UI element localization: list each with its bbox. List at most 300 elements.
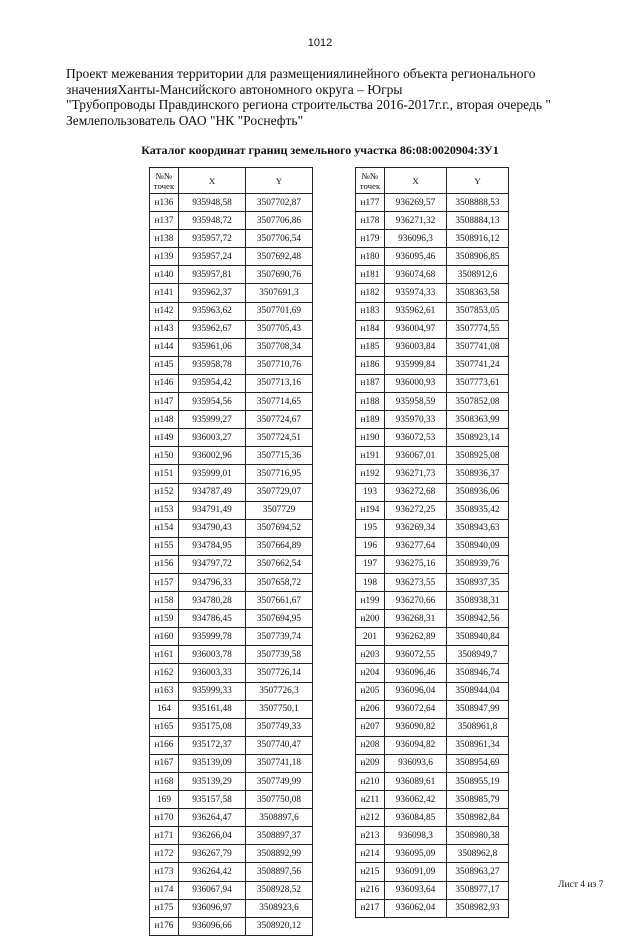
- x-coordinate-cell: 936090,82: [385, 718, 447, 736]
- point-number-cell: н152: [150, 483, 179, 501]
- point-number-cell: н155: [150, 537, 179, 555]
- y-coordinate-cell: 3507852,08: [447, 393, 509, 411]
- y-coordinate-cell: 3508943,63: [447, 519, 509, 537]
- y-coordinate-cell: 3507706,54: [246, 230, 313, 248]
- y-coordinate-cell: 3508897,56: [246, 863, 313, 881]
- table-row: [150, 248, 313, 266]
- point-number-cell: н159: [150, 610, 179, 628]
- x-coordinate-cell: 936093,64: [385, 881, 447, 899]
- table-row: [356, 194, 509, 212]
- point-number-header: [356, 168, 385, 194]
- x-coordinate-cell: 935962,37: [179, 284, 246, 302]
- x-coordinate-cell: 935999,78: [179, 628, 246, 646]
- point-number-cell: н162: [150, 664, 179, 682]
- table-row: [150, 302, 313, 320]
- x-coordinate-cell: 936267,79: [179, 845, 246, 863]
- x-coordinate-cell: 936264,42: [179, 863, 246, 881]
- y-coordinate-cell: 3507741,08: [447, 338, 509, 356]
- table-row: [356, 447, 509, 465]
- y-coordinate-cell: 3508935,42: [447, 501, 509, 519]
- y-coordinate-cell: 3507774,55: [447, 320, 509, 338]
- x-coordinate-cell: 935957,81: [179, 266, 246, 284]
- coordinates-table-right: [355, 167, 509, 918]
- y-coordinate-cell: 3508892,99: [246, 845, 313, 863]
- point-number-cell: 195: [356, 519, 385, 537]
- table-row: [356, 827, 509, 845]
- table-row: [356, 411, 509, 429]
- table-row: [150, 374, 313, 392]
- table-row: [356, 899, 509, 917]
- y-coordinate-cell: 3508944,04: [447, 682, 509, 700]
- x-header: X: [385, 168, 447, 194]
- point-number-cell: н150: [150, 447, 179, 465]
- x-coordinate-cell: 934780,28: [179, 592, 246, 610]
- point-number-cell: н212: [356, 809, 385, 827]
- point-number-cell: н188: [356, 393, 385, 411]
- table-row: [150, 555, 313, 573]
- x-coordinate-cell: 934797,72: [179, 555, 246, 573]
- x-coordinate-cell: 934787,49: [179, 483, 246, 501]
- y-coordinate-cell: 3507694,95: [246, 610, 313, 628]
- point-number-cell: 193: [356, 483, 385, 501]
- y-coordinate-cell: 3507726,3: [246, 682, 313, 700]
- point-number-cell: н148: [150, 411, 179, 429]
- point-number-cell: н182: [356, 284, 385, 302]
- point-number-cell: 169: [150, 791, 179, 809]
- x-coordinate-cell: 935958,78: [179, 356, 246, 374]
- point-number-cell: н216: [356, 881, 385, 899]
- point-number-cell: н213: [356, 827, 385, 845]
- point-number-cell: н165: [150, 718, 179, 736]
- x-coordinate-cell: 936067,94: [179, 881, 246, 899]
- table-row: [356, 393, 509, 411]
- point-number-cell: н168: [150, 773, 179, 791]
- table-header-row: [150, 168, 313, 194]
- point-number-cell: н158: [150, 592, 179, 610]
- document-header: [66, 66, 626, 128]
- point-number-cell: н153: [150, 501, 179, 519]
- table-row: [150, 393, 313, 411]
- table-row: [356, 573, 509, 591]
- table-row: [150, 809, 313, 827]
- x-coordinate-cell: 935970,33: [385, 411, 447, 429]
- table-row: [150, 845, 313, 863]
- point-number-cell: н156: [150, 555, 179, 573]
- point-number-cell: н167: [150, 754, 179, 772]
- y-coordinate-cell: 3508961,8: [447, 718, 509, 736]
- y-coordinate-cell: 3507661,67: [246, 592, 313, 610]
- table-row: [356, 284, 509, 302]
- y-coordinate-cell: 3507724,51: [246, 429, 313, 447]
- point-number-header-line2: точек: [359, 180, 381, 191]
- point-number-cell: н208: [356, 736, 385, 754]
- x-coordinate-cell: 936096,46: [385, 664, 447, 682]
- point-number-cell: н154: [150, 519, 179, 537]
- y-coordinate-cell: 3507749,99: [246, 773, 313, 791]
- header-line-1: Проект межевания территории для размещениялинейного объекта регионального: [66, 66, 536, 81]
- table-row: [150, 646, 313, 664]
- header-line-4: Землепользователь ОАО "НК "Роснефть": [66, 112, 304, 128]
- point-number-cell: н194: [356, 501, 385, 519]
- table-row: [356, 700, 509, 718]
- page-number: 1012: [307, 37, 333, 49]
- table-row: [356, 248, 509, 266]
- x-coordinate-cell: 936072,64: [385, 700, 447, 718]
- x-coordinate-cell: 935948,72: [179, 212, 246, 230]
- point-number-cell: н204: [356, 664, 385, 682]
- x-coordinate-cell: 936096,97: [179, 899, 246, 917]
- y-coordinate-cell: 3507773,61: [447, 374, 509, 392]
- y-coordinate-cell: 3507706,86: [246, 212, 313, 230]
- point-number-cell: н209: [356, 754, 385, 772]
- x-coordinate-cell: 935172,37: [179, 736, 246, 754]
- x-coordinate-cell: 936262,89: [385, 628, 447, 646]
- x-coordinate-cell: 936091,09: [385, 863, 447, 881]
- table-row: [356, 682, 509, 700]
- point-number-cell: н146: [150, 374, 179, 392]
- point-number-cell: н157: [150, 573, 179, 591]
- y-coordinate-cell: 3507716,95: [246, 465, 313, 483]
- table-row: [150, 537, 313, 555]
- table-header-row: [356, 168, 509, 194]
- x-coordinate-cell: 935999,33: [179, 682, 246, 700]
- y-coordinate-cell: 3507749,33: [246, 718, 313, 736]
- table-row: [356, 483, 509, 501]
- x-coordinate-cell: 936003,78: [179, 646, 246, 664]
- x-coordinate-cell: 936003,33: [179, 664, 246, 682]
- point-number-cell: н161: [150, 646, 179, 664]
- point-number-cell: н171: [150, 827, 179, 845]
- y-coordinate-cell: 3508923,6: [246, 899, 313, 917]
- table-row: [356, 646, 509, 664]
- y-coordinate-cell: 3508884,13: [447, 212, 509, 230]
- x-coordinate-cell: 936002,96: [179, 447, 246, 465]
- point-number-cell: н176: [150, 917, 179, 935]
- y-coordinate-cell: 3508961,34: [447, 736, 509, 754]
- table-row: [356, 266, 509, 284]
- point-number-cell: н136: [150, 194, 179, 212]
- x-coordinate-cell: 936266,04: [179, 827, 246, 845]
- x-coordinate-cell: 936072,55: [385, 646, 447, 664]
- point-number-cell: н175: [150, 899, 179, 917]
- point-number-cell: н190: [356, 429, 385, 447]
- point-number-header-line1: №№: [361, 170, 379, 181]
- point-number-cell: н147: [150, 393, 179, 411]
- x-coordinate-cell: 935961,06: [179, 338, 246, 356]
- table-row: [356, 537, 509, 555]
- point-number-cell: н173: [150, 863, 179, 881]
- table-row: [356, 845, 509, 863]
- y-coordinate-cell: 3507664,89: [246, 537, 313, 555]
- table-row: [356, 809, 509, 827]
- table-row: [356, 736, 509, 754]
- header-line-2: значенияХанты-Мансийского автономного округа – Югры: [66, 81, 403, 97]
- y-coordinate-cell: 3508942,56: [447, 610, 509, 628]
- y-coordinate-cell: 3507750,1: [246, 700, 313, 718]
- x-coordinate-cell: 934784,95: [179, 537, 246, 555]
- table-row: [150, 736, 313, 754]
- point-number-cell: н206: [356, 700, 385, 718]
- y-coordinate-cell: 3508985,79: [447, 791, 509, 809]
- table-row: [150, 682, 313, 700]
- point-number-cell: н199: [356, 592, 385, 610]
- table-row: [150, 266, 313, 284]
- point-number-cell: н181: [356, 266, 385, 284]
- x-coordinate-cell: 936095,09: [385, 845, 447, 863]
- x-coordinate-cell: 936096,04: [385, 682, 447, 700]
- x-coordinate-cell: 935157,58: [179, 791, 246, 809]
- x-coordinate-cell: 936271,32: [385, 212, 447, 230]
- y-coordinate-cell: 3507750,08: [246, 791, 313, 809]
- table-row: [356, 610, 509, 628]
- y-coordinate-cell: 3508928,52: [246, 881, 313, 899]
- y-coordinate-cell: 3507741,24: [447, 356, 509, 374]
- point-number-cell: н185: [356, 338, 385, 356]
- point-number-header: [150, 168, 179, 194]
- table-row: [150, 610, 313, 628]
- y-coordinate-cell: 3508888,53: [447, 194, 509, 212]
- point-number-cell: н210: [356, 773, 385, 791]
- y-coordinate-cell: 3507694,52: [246, 519, 313, 537]
- point-number-cell: н203: [356, 646, 385, 664]
- y-coordinate-cell: 3507702,87: [246, 194, 313, 212]
- table-row: [356, 212, 509, 230]
- point-number-cell: н174: [150, 881, 179, 899]
- y-coordinate-cell: 3507729,07: [246, 483, 313, 501]
- x-coordinate-cell: 935974,33: [385, 284, 447, 302]
- point-number-cell: н215: [356, 863, 385, 881]
- y-coordinate-cell: 3507726,14: [246, 664, 313, 682]
- x-coordinate-cell: 936067,01: [385, 447, 447, 465]
- x-coordinate-cell: 934786,45: [179, 610, 246, 628]
- x-coordinate-cell: 936272,25: [385, 501, 447, 519]
- x-coordinate-cell: 936270,66: [385, 592, 447, 610]
- table-row: [150, 827, 313, 845]
- table-row: [150, 465, 313, 483]
- point-number-cell: н191: [356, 447, 385, 465]
- x-coordinate-cell: 934796,33: [179, 573, 246, 591]
- point-number-cell: н145: [150, 356, 179, 374]
- x-coordinate-cell: 935957,24: [179, 248, 246, 266]
- y-coordinate-cell: 3508936,06: [447, 483, 509, 501]
- table-row: [150, 899, 313, 917]
- table-row: [356, 791, 509, 809]
- point-number-cell: н143: [150, 320, 179, 338]
- point-number-cell: н166: [150, 736, 179, 754]
- point-number-cell: н138: [150, 230, 179, 248]
- sheet-footer: Лист 4 из 7: [558, 880, 604, 890]
- table-row: [150, 447, 313, 465]
- table-row: [356, 374, 509, 392]
- y-coordinate-cell: 3507691,3: [246, 284, 313, 302]
- point-number-cell: н163: [150, 682, 179, 700]
- y-coordinate-cell: 3507739,58: [246, 646, 313, 664]
- x-coordinate-cell: 935954,56: [179, 393, 246, 411]
- x-header: X: [179, 168, 246, 194]
- x-coordinate-cell: 935999,01: [179, 465, 246, 483]
- table-row: [356, 754, 509, 772]
- y-coordinate-cell: 3508937,35: [447, 573, 509, 591]
- y-coordinate-cell: 3508962,8: [447, 845, 509, 863]
- x-coordinate-cell: 935139,29: [179, 773, 246, 791]
- y-coordinate-cell: 3508954,69: [447, 754, 509, 772]
- y-coordinate-cell: 3507690,76: [246, 266, 313, 284]
- x-coordinate-cell: 936074,68: [385, 266, 447, 284]
- y-coordinate-cell: 3508982,84: [447, 809, 509, 827]
- table-row: [150, 791, 313, 809]
- point-number-cell: н139: [150, 248, 179, 266]
- table-row: [356, 863, 509, 881]
- x-coordinate-cell: 936089,61: [385, 773, 447, 791]
- table-row: [356, 555, 509, 573]
- y-coordinate-cell: 3507714,65: [246, 393, 313, 411]
- x-coordinate-cell: 936269,34: [385, 519, 447, 537]
- x-coordinate-cell: 936062,42: [385, 791, 447, 809]
- y-coordinate-cell: 3508939,76: [447, 555, 509, 573]
- point-number-cell: н137: [150, 212, 179, 230]
- x-coordinate-cell: 935963,62: [179, 302, 246, 320]
- point-number-cell: н214: [356, 845, 385, 863]
- x-coordinate-cell: 934790,43: [179, 519, 246, 537]
- table-row: [150, 501, 313, 519]
- x-coordinate-cell: 936000,93: [385, 374, 447, 392]
- x-coordinate-cell: 936003,84: [385, 338, 447, 356]
- y-coordinate-cell: 3508363,58: [447, 284, 509, 302]
- x-coordinate-cell: 935958,59: [385, 393, 447, 411]
- y-coordinate-cell: 3507853,05: [447, 302, 509, 320]
- x-coordinate-cell: 936096,66: [179, 917, 246, 935]
- table-row: [150, 356, 313, 374]
- x-coordinate-cell: 936269,57: [385, 194, 447, 212]
- x-coordinate-cell: 934791,49: [179, 501, 246, 519]
- y-coordinate-cell: 3507729: [246, 501, 313, 519]
- table-row: [356, 501, 509, 519]
- y-coordinate-cell: 3507741,18: [246, 754, 313, 772]
- point-number-cell: н141: [150, 284, 179, 302]
- table-row: [150, 664, 313, 682]
- table-row: [356, 881, 509, 899]
- table-row: [356, 664, 509, 682]
- point-number-cell: н184: [356, 320, 385, 338]
- point-number-header-line2: точек: [153, 180, 175, 191]
- x-coordinate-cell: 936084,85: [385, 809, 447, 827]
- table-row: [150, 519, 313, 537]
- x-coordinate-cell: 936272,68: [385, 483, 447, 501]
- table-row: [356, 718, 509, 736]
- y-header: Y: [447, 168, 509, 194]
- point-number-cell: 164: [150, 700, 179, 718]
- point-number-cell: н142: [150, 302, 179, 320]
- y-coordinate-cell: 3507724,67: [246, 411, 313, 429]
- x-coordinate-cell: 935161,48: [179, 700, 246, 718]
- y-coordinate-cell: 3508940,84: [447, 628, 509, 646]
- y-coordinate-cell: 3507708,34: [246, 338, 313, 356]
- point-number-cell: н186: [356, 356, 385, 374]
- point-number-cell: н180: [356, 248, 385, 266]
- point-number-cell: н217: [356, 899, 385, 917]
- x-coordinate-cell: 936271,73: [385, 465, 447, 483]
- point-number-cell: н183: [356, 302, 385, 320]
- table-row: [150, 573, 313, 591]
- y-coordinate-cell: 3508906,85: [447, 248, 509, 266]
- point-number-cell: н179: [356, 230, 385, 248]
- point-number-cell: 197: [356, 555, 385, 573]
- table-row: [150, 592, 313, 610]
- x-coordinate-cell: 935175,08: [179, 718, 246, 736]
- x-coordinate-cell: 936093,6: [385, 754, 447, 772]
- x-coordinate-cell: 935999,84: [385, 356, 447, 374]
- x-coordinate-cell: 936275,16: [385, 555, 447, 573]
- table-row: [356, 628, 509, 646]
- x-coordinate-cell: 936003,27: [179, 429, 246, 447]
- x-coordinate-cell: 935139,09: [179, 754, 246, 772]
- catalog-title: Каталог координат границ земельного участка 86:08:0020904:ЗУ1: [141, 143, 499, 157]
- y-coordinate-cell: 3508923,14: [447, 429, 509, 447]
- point-number-cell: н140: [150, 266, 179, 284]
- table-row: [356, 592, 509, 610]
- y-coordinate-cell: 3508955,19: [447, 773, 509, 791]
- table-row: [150, 773, 313, 791]
- table-row: [150, 881, 313, 899]
- y-coordinate-cell: 3508946,74: [447, 664, 509, 682]
- table-row: [150, 628, 313, 646]
- y-coordinate-cell: 3508920,12: [246, 917, 313, 935]
- table-row: [356, 465, 509, 483]
- x-coordinate-cell: 935962,61: [385, 302, 447, 320]
- table-row: [150, 483, 313, 501]
- table-row: [150, 194, 313, 212]
- y-coordinate-cell: 3508938,31: [447, 592, 509, 610]
- table-row: [150, 754, 313, 772]
- table-row: [356, 230, 509, 248]
- x-coordinate-cell: 935962,67: [179, 320, 246, 338]
- point-number-cell: н192: [356, 465, 385, 483]
- x-coordinate-cell: 936277,64: [385, 537, 447, 555]
- point-number-header-line1: №№: [155, 170, 173, 181]
- y-coordinate-cell: 3508963,27: [447, 863, 509, 881]
- y-coordinate-cell: 3507739,74: [246, 628, 313, 646]
- y-coordinate-cell: 3507705,43: [246, 320, 313, 338]
- x-coordinate-cell: 935957,72: [179, 230, 246, 248]
- x-coordinate-cell: 936268,31: [385, 610, 447, 628]
- table-row: [356, 320, 509, 338]
- table-row: [150, 230, 313, 248]
- y-coordinate-cell: 3507662,54: [246, 555, 313, 573]
- table-row: [150, 320, 313, 338]
- table-row: [150, 700, 313, 718]
- point-number-cell: н205: [356, 682, 385, 700]
- y-coordinate-cell: 3507715,36: [246, 447, 313, 465]
- point-number-cell: 198: [356, 573, 385, 591]
- table-row: [150, 917, 313, 935]
- table-row: [150, 338, 313, 356]
- y-coordinate-cell: 3508897,6: [246, 809, 313, 827]
- table-row: [356, 356, 509, 374]
- y-header: Y: [246, 168, 313, 194]
- table-row: [150, 212, 313, 230]
- y-coordinate-cell: 3508949,7: [447, 646, 509, 664]
- x-coordinate-cell: 936004,97: [385, 320, 447, 338]
- point-number-cell: н178: [356, 212, 385, 230]
- point-number-cell: н151: [150, 465, 179, 483]
- table-row: [356, 519, 509, 537]
- x-coordinate-cell: 936062,04: [385, 899, 447, 917]
- y-coordinate-cell: 3508982,93: [447, 899, 509, 917]
- coordinates-table-left: [149, 167, 313, 936]
- point-number-cell: н170: [150, 809, 179, 827]
- x-coordinate-cell: 936264,47: [179, 809, 246, 827]
- table-row: [150, 284, 313, 302]
